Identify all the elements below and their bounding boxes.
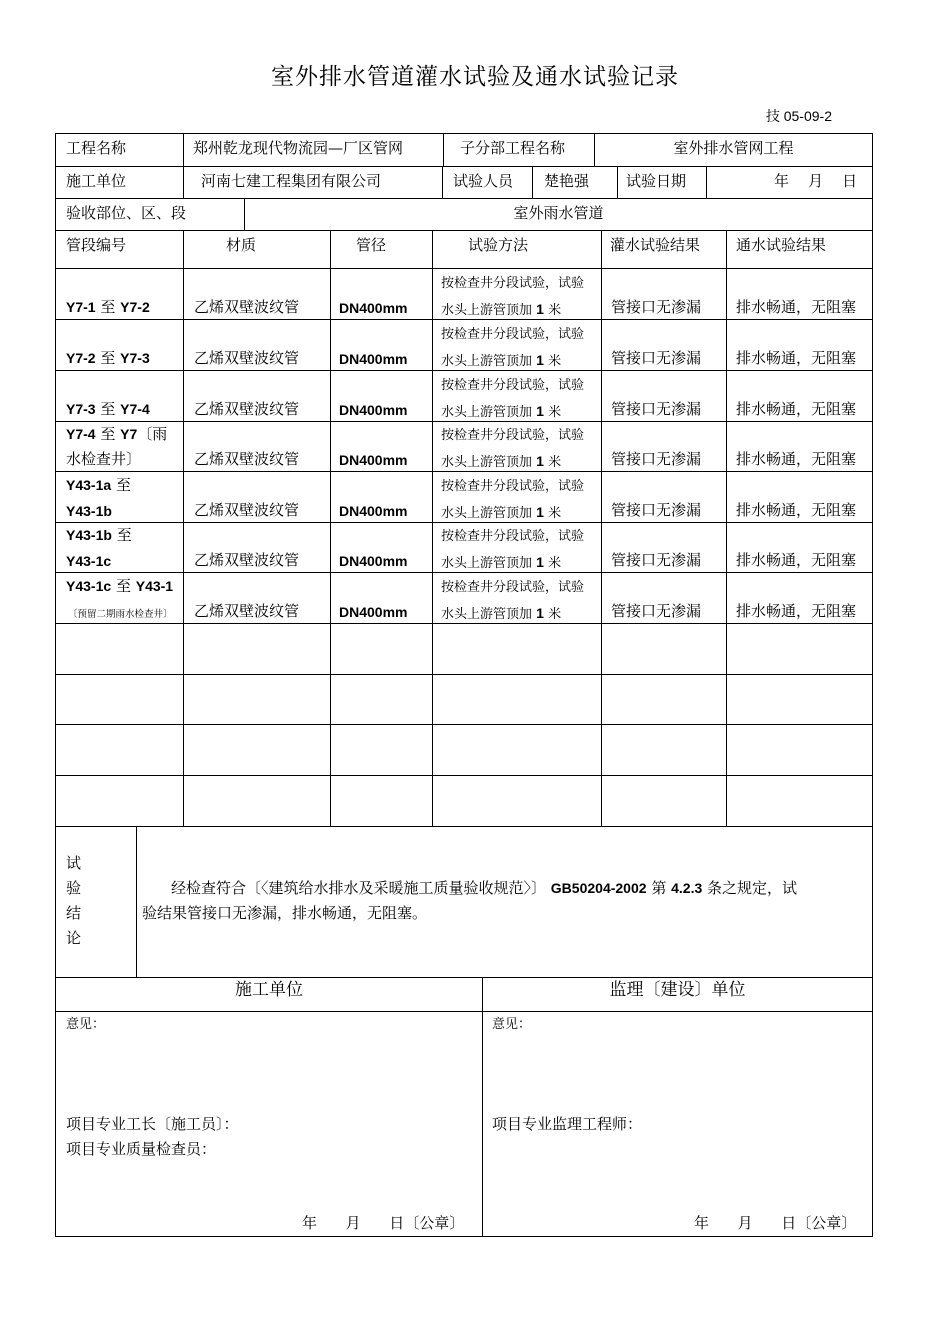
supervisor-opinion-label: 意见：	[492, 1017, 532, 1032]
segment-id: Y7-3 至 Y7-4	[66, 400, 150, 418]
contractor-date-stamp: 年 月 日〔公章〕	[302, 1214, 465, 1232]
foreman-label: 项目专业工长〔施工员〕：	[66, 1115, 239, 1133]
fill-result: 管接口无渗漏	[611, 602, 702, 620]
conclusion-label-char: 验	[66, 879, 82, 897]
method-line-2: 水头上游管顶加 1 米	[441, 605, 562, 622]
project-name-value: 郑州乾龙现代物流园—厂区管网	[193, 139, 404, 157]
segment-id-line-2: Y43-1c	[66, 553, 112, 569]
col-header-method: 试验方法	[468, 236, 529, 254]
fill-result: 管接口无渗漏	[611, 349, 702, 367]
material: 乙烯双壁波纹管	[194, 551, 300, 569]
diameter: DN400mm	[339, 351, 408, 367]
method-line-2: 水头上游管顶加 1 米	[441, 453, 562, 470]
contractor-label: 施工单位	[66, 172, 127, 190]
material: 乙烯双壁波纹管	[194, 298, 300, 316]
segment-id: Y7-1 至 Y7-2	[66, 298, 150, 316]
segment-id-line-2: 水检查井〕	[66, 450, 142, 468]
diameter: DN400mm	[339, 503, 408, 519]
sub-project-value: 室外排水管网工程	[673, 139, 794, 157]
method-line-2: 水头上游管顶加 1 米	[441, 301, 562, 318]
method-line-1: 按检查井分段试验，试验	[441, 378, 585, 393]
supervising-engineer-label: 项目专业监理工程师：	[492, 1115, 643, 1133]
method-line-2: 水头上游管顶加 1 米	[441, 504, 562, 521]
test-date-label: 试验日期	[626, 172, 687, 190]
project-name-label: 工程名称	[66, 139, 127, 157]
flow-result: 排水畅通，无阻塞	[736, 450, 857, 468]
diameter: DN400mm	[339, 553, 408, 569]
flow-result: 排水畅通，无阻塞	[736, 400, 857, 418]
conclusion-text-line-1: 经检查符合〔〈建筑给水排水及采暖施工质量验收规范〉〕 GB50204-2002 第 4.2.3 条之规定，试	[171, 879, 798, 897]
method-line-1: 按检查井分段试验，试验	[441, 276, 585, 291]
diameter: DN400mm	[339, 402, 408, 418]
page-title: 室外排水管道灌水试验及通水试验记录	[271, 64, 679, 90]
segment-id-line-2: Y43-1b	[66, 503, 112, 519]
conclusion-label-char: 论	[66, 929, 82, 947]
fill-result: 管接口无渗漏	[611, 501, 702, 519]
method-line-2: 水头上游管顶加 1 米	[441, 352, 562, 369]
supervisor-signoff-title: 监理〔建设〕单位	[609, 980, 746, 1000]
segment-note: 〔预留二期雨水检查井〕	[68, 609, 173, 620]
col-header-diameter: 管径	[356, 236, 387, 254]
material: 乙烯双壁波纹管	[194, 501, 300, 519]
method-line-2: 水头上游管顶加 1 米	[441, 403, 562, 420]
flow-result: 排水畅通，无阻塞	[736, 551, 857, 569]
sub-project-label: 子分部工程名称	[460, 139, 566, 157]
col-header-fill-result: 灌水试验结果	[610, 236, 701, 254]
conclusion-label-char: 结	[66, 904, 82, 922]
contractor-value: 河南七建工程集团有限公司	[201, 172, 382, 190]
location-value: 室外雨水管道	[513, 204, 604, 222]
col-header-material: 材质	[226, 236, 257, 254]
segment-id: Y43-1c 至 Y43-1	[66, 577, 174, 595]
method-line-2: 水头上游管顶加 1 米	[441, 554, 562, 571]
supervisor-date-stamp: 年 月 日〔公章〕	[694, 1214, 857, 1232]
col-header-flow-result: 通水试验结果	[736, 236, 827, 254]
flow-result: 排水畅通，无阻塞	[736, 602, 857, 620]
segment-id: Y7-2 至 Y7-3	[66, 349, 150, 367]
method-line-1: 按检查井分段试验，试验	[441, 580, 585, 595]
material: 乙烯双壁波纹管	[194, 349, 300, 367]
record-table	[55, 133, 873, 1237]
fill-result: 管接口无渗漏	[611, 400, 702, 418]
flow-result: 排水畅通，无阻塞	[736, 349, 857, 367]
fill-result: 管接口无渗漏	[611, 551, 702, 569]
method-line-1: 按检查井分段试验，试验	[441, 428, 585, 443]
col-header-segment: 管段编号	[66, 236, 127, 254]
method-line-1: 按检查井分段试验，试验	[441, 479, 585, 494]
segment-id: Y43-1a 至	[66, 476, 131, 494]
conclusion-label-char: 试	[66, 854, 82, 872]
material: 乙烯双壁波纹管	[194, 450, 300, 468]
diameter: DN400mm	[339, 300, 408, 316]
conclusion-text-line-2: 验结果管接口无渗漏，排水畅通，无阻塞。	[142, 904, 428, 922]
diameter: DN400mm	[339, 452, 408, 468]
segment-id: Y43-1b 至	[66, 526, 132, 544]
flow-result: 排水畅通，无阻塞	[736, 501, 857, 519]
tester-value: 楚艳强	[544, 172, 590, 190]
material: 乙烯双壁波纹管	[194, 602, 300, 620]
test-date-value: 年 月 日	[774, 172, 858, 190]
form-code: 技 05-09-2	[765, 108, 832, 124]
qc-inspector-label: 项目专业质量检查员：	[66, 1140, 217, 1158]
segment-id: Y7-4 至 Y7〔雨	[66, 425, 168, 443]
material: 乙烯双壁波纹管	[194, 400, 300, 418]
tester-label: 试验人员	[453, 172, 514, 190]
flow-result: 排水畅通，无阻塞	[736, 298, 857, 316]
fill-result: 管接口无渗漏	[611, 450, 702, 468]
fill-result: 管接口无渗漏	[611, 298, 702, 316]
location-label: 验收部位、区、段	[66, 204, 187, 222]
method-line-1: 按检查井分段试验，试验	[441, 327, 585, 342]
contractor-signoff-title: 施工单位	[235, 980, 303, 1000]
method-line-1: 按检查井分段试验，试验	[441, 529, 585, 544]
contractor-opinion-label: 意见：	[66, 1017, 106, 1032]
diameter: DN400mm	[339, 604, 408, 620]
